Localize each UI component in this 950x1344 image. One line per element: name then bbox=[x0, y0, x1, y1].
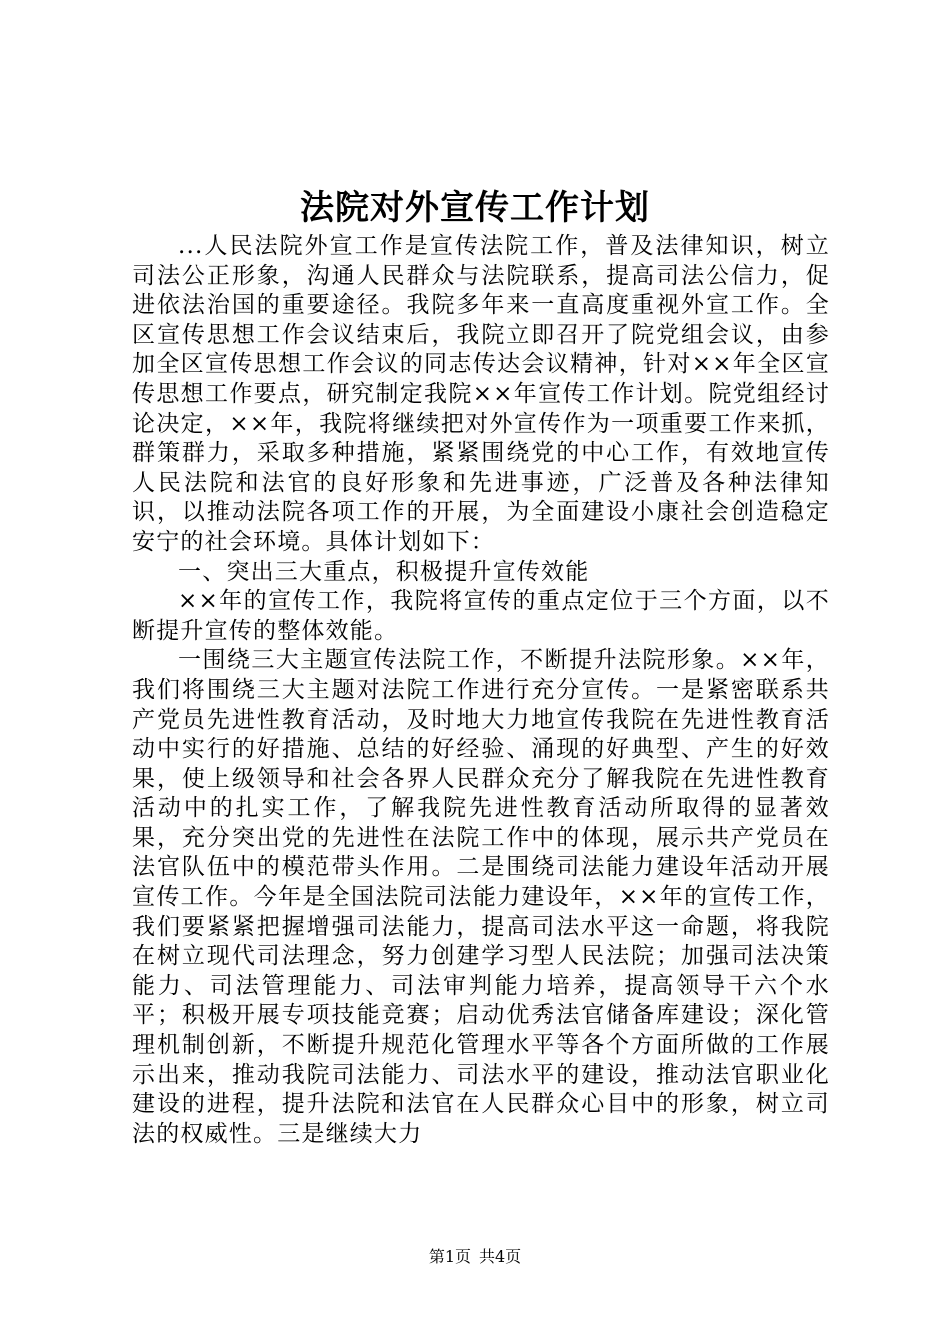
paragraph-section-heading: 一、突出三大重点，积极提升宣传效能 bbox=[178, 558, 590, 585]
page-total: 共4页 bbox=[479, 1247, 522, 1266]
document-body bbox=[132, 232, 830, 1149]
paragraph-themes: 一围绕三大主题宣传法院工作，不断提升法院形象。××年，我们将围绕三大主题对法院工作进行充分宣传。一是紧密联系共产党员先进性教育活动，及时地大力地宣传我院在先进性教育活动中实行的好措施、总结的好经验、涌现的好典型、产生的好效果，使上级领导和社会各界人民群众充分了解我院在先进性教育活动中的扎实工作，了解我院先进性教育活动所取得的显著效果，充分突出党的先进性在法院工作中的体现，展示共产党员在法官队伍中的模范带头作用。二是围绕司法能力建设年活动开展宣传工作。今年是全国法院司法能力建设年，××年的宣传工作，我们要紧紧把握增强司法能力，提高司法水平这一命题，将我院在树立现代司法理念，努力创建学习型人民法院；加强司法决策能力、司法管理能力、司法审判能力培养，提高领导干六个水平；积极开展专项技能竞赛；启动优秀法官储备库建设；深化管理机制创新，不断提升规范化管理水平等各个方面所做的工作展示出来，推动我院司法能力、司法水平的建设，推动法官职业化建设的进程，提升法院和法官在人民群众心目中的形象，树立司法的权威性。三是继续大力 bbox=[132, 647, 830, 1147]
paragraph-intro: ...人民法院外宣工作是宣传法院工作，普及法律知识，树立司法公正形象，沟通人民群众与法院联系，提高司法公信力，促进依法治国的重要途径。我院多年来一直高度重视外宣工作。全区宣传思想工作会议结束后，我院立即召开了院党组会议，由参加全区宣传思想工作会议的同志传达会议精神，针对××年全区宣传思想工作要点，研究制定我院××年宣传工作计划。院党组经讨论决定，××年，我院将继续把对外宣传作为一项重要工作来抓，群策群力，采取多种措施，紧紧围绕党的中心工作，有效地宣传人民法院和法官的良好形象和先进事迹，广泛普及各种法律知识，以推动法院各项工作的开展，为全面建设小康社会创造稳定安宁的社会环境。具体计划如下： bbox=[132, 233, 830, 555]
paragraph-focus: ××年的宣传工作，我院将宣传的重点定位于三个方面，以不断提升宣传的整体效能。 bbox=[132, 588, 830, 644]
page-number: 第1页 bbox=[428, 1247, 471, 1266]
document-title: 法院对外宣传工作计划 bbox=[300, 188, 650, 228]
page-footer bbox=[0, 1246, 950, 1268]
